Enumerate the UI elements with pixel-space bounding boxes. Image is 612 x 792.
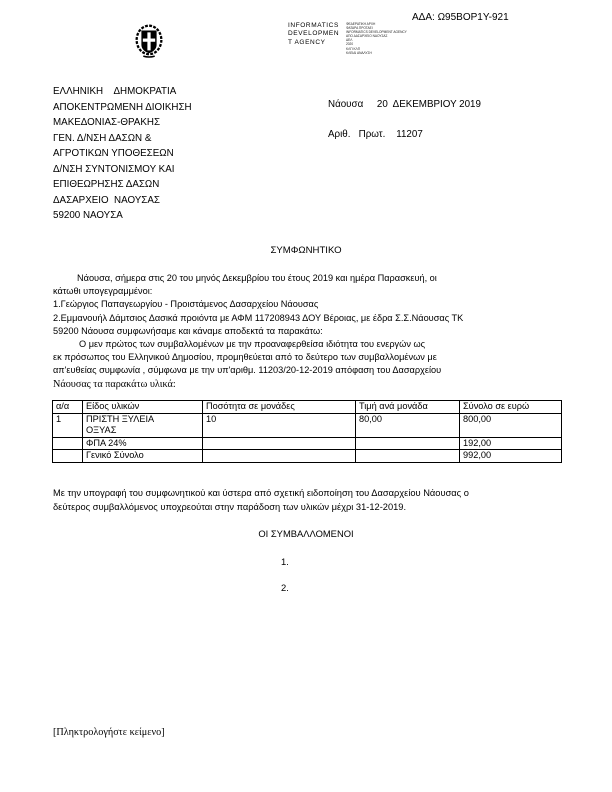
- sender-line: ΔΑΣΑΡΧΕΙΟ ΝΑΟΥΣΑΣ: [53, 194, 160, 206]
- ida-line: DEVELOPMEN: [288, 30, 340, 38]
- protocol-number: Αριθ. Πρωτ. 11207: [328, 129, 423, 140]
- body-line: απ'ευθείας συμφωνία , σύμφωνα με την υπ'αριθμ. 11203/20-12-2019 απόφαση του Δασαρχείου: [53, 365, 442, 376]
- body-line: εκ πρόσωπος του Ελληνικού Δημοσίου, προμηθεύεται από το δεύτερο των συμβαλλομένων με: [53, 352, 437, 363]
- ida-line: T AGENCY: [288, 38, 326, 46]
- unit-price: 80,00: [356, 413, 460, 437]
- ida-small-line: ΚΛΠ ΚΛΠ: [346, 46, 360, 51]
- grand-total: 992,00: [460, 450, 562, 463]
- sender-block: [53, 84, 192, 224]
- body-line: 2.Εμμανουήλ Δάμτσιος Δασικά προιόντα με ΑΦΜ 117208943 ΔΟΥ Βέροιας, με έδρα Σ.Σ.Νάουσας ΤΚ: [53, 312, 464, 323]
- item-name-line: ΟΞΥΑΣ: [86, 425, 117, 435]
- signature-line-2: 2.: [281, 582, 289, 593]
- ida-small-line: ΔΕΛ: [346, 38, 353, 43]
- signature-line-1: 1.: [281, 556, 289, 567]
- sender-line: Δ/ΝΣΗ ΣΥΝΤΟΝΙΣΜΟΥ ΚΑΙ: [53, 163, 175, 175]
- column-header: Τιμή ανά μονάδα: [356, 401, 460, 414]
- greek-emblem-logo: [130, 20, 168, 58]
- item-name-line: ΠΡΙΣΤΗ ΞΥΛΕΙΑ: [86, 413, 155, 424]
- ida-logo-text: [288, 22, 339, 47]
- sender-line: ΕΛΛΗΝΙΚΗ ΔΗΜΟΚΡΑΤΙΑ: [53, 86, 177, 97]
- ida-small-line: ΑΠΟ ΔΑΣΑΡΧΕΙΟ ΝΑΟΥΣΑΣ: [346, 34, 388, 39]
- ida-small-line: ΦΕΔΕΡΑΤΙΚΗ ΑΡΧΗ: [346, 22, 376, 26]
- row-number: 1: [53, 413, 83, 437]
- closing-paragraph: [53, 487, 469, 514]
- table-row: [53, 413, 562, 437]
- body-line: Νάουσας τα παρακάτω υλικά:: [53, 378, 176, 390]
- table-header-row: [53, 401, 562, 414]
- column-header: Ποσότητα σε μονάδες: [203, 401, 356, 414]
- ida-logo-small-text: [346, 22, 407, 55]
- quantity: 10: [203, 413, 356, 437]
- table-row: [53, 437, 562, 450]
- sender-line: ΕΠΙΘΕΩΡΗΣΗΣ ΔΑΣΩΝ: [53, 179, 160, 190]
- line-total: 800,00: [460, 413, 562, 437]
- vat-label: ΦΠΑ 24%: [83, 437, 203, 450]
- table-row: [53, 450, 562, 463]
- agreement-body: [53, 272, 560, 391]
- closing-line: Με την υπογραφή του συμφωνητικού και ύστερα από σχετική ειδοποίηση του Δασαρχείου Νάουσας ο: [53, 488, 469, 498]
- body-line: 1.Γεώργιος Παπαγεωργίου - Προιστάμενος Δασαρχείου Νάουσας: [53, 299, 319, 310]
- parties-title: ΟΙ ΣΥΜΒΑΛΛΟΜΕΝΟΙ: [258, 528, 354, 539]
- column-header: Σύνολο σε ευρώ: [460, 401, 562, 414]
- column-header: α/α: [53, 401, 83, 414]
- body-line: Ο μεν πρώτος των συμβαλλομένων με την προαναφερθείσα ιδιότητα του ενεργών ως: [79, 339, 426, 350]
- date-line: Νάουσα 20 ΔΕΚΕΜΒΡΙΟΥ 2019: [328, 99, 481, 110]
- grand-total-label: Γενικό Σύνολο: [83, 450, 203, 463]
- closing-line: δεύτερος συμβαλλόμενος υποχρεούται στην παράδοση των υλικών μέχρι 31-12-2019.: [53, 501, 407, 512]
- materials-table: [52, 400, 562, 463]
- vat-total: 192,00: [460, 437, 562, 450]
- ada-code: ΑΔΑ: Ω95ΒΟΡ1Υ-921: [412, 12, 509, 23]
- body-line: 59200 Νάουσα συμφωνήσαμε και κάναμε αποδεκτά τα παρακάτω:: [53, 325, 323, 336]
- ida-small-line: 2020: [346, 42, 354, 47]
- placeholder-text[interactable]: [Πληκτρολογήστε κείμενο]: [53, 727, 165, 738]
- body-line: κάτωθι υπογεγραμμένοι:: [53, 286, 153, 297]
- sender-line: ΜΑΚΕΔΟΝΙΑΣ-ΘΡΑΚΗΣ: [53, 117, 160, 128]
- sender-line: ΑΓΡΟΤΙΚΩΝ ΥΠΟΘΕΣΕΩΝ: [53, 148, 174, 159]
- ida-small-line: ΚΛΕΙΔΙ ΑΝΑΛΥΣΗ: [346, 50, 372, 55]
- body-line: Νάουσα, σήμερα στις 20 του μηνός Δεκεμβρίου του έτους 2019 και ημέρα Παρασκευή, οι: [77, 273, 437, 283]
- document-title: ΣΥΜΦΩΝΗΤΙΚΟ: [270, 245, 342, 256]
- sender-line: ΑΠΟΚΕΝΤΡΩΜΕΝΗ ΔΙΟΙΚΗΣΗ: [53, 101, 192, 113]
- ida-small-line: ΦΑΤΑΡΑ ΠΡΟΤΑΕΙ: [346, 26, 373, 31]
- ida-line: INFORMATICS: [288, 22, 339, 29]
- item-name: [83, 413, 203, 437]
- sender-line: 59200 ΝΑΟΥΣΑ: [53, 210, 123, 221]
- column-header: Είδος υλικών: [83, 401, 203, 414]
- sender-line: ΓΕΝ. Δ/ΝΣΗ ΔΑΣΩΝ &: [53, 132, 152, 144]
- ida-small-line: INFORMATICS DEVELOPMENT AGENCY: [346, 30, 407, 35]
